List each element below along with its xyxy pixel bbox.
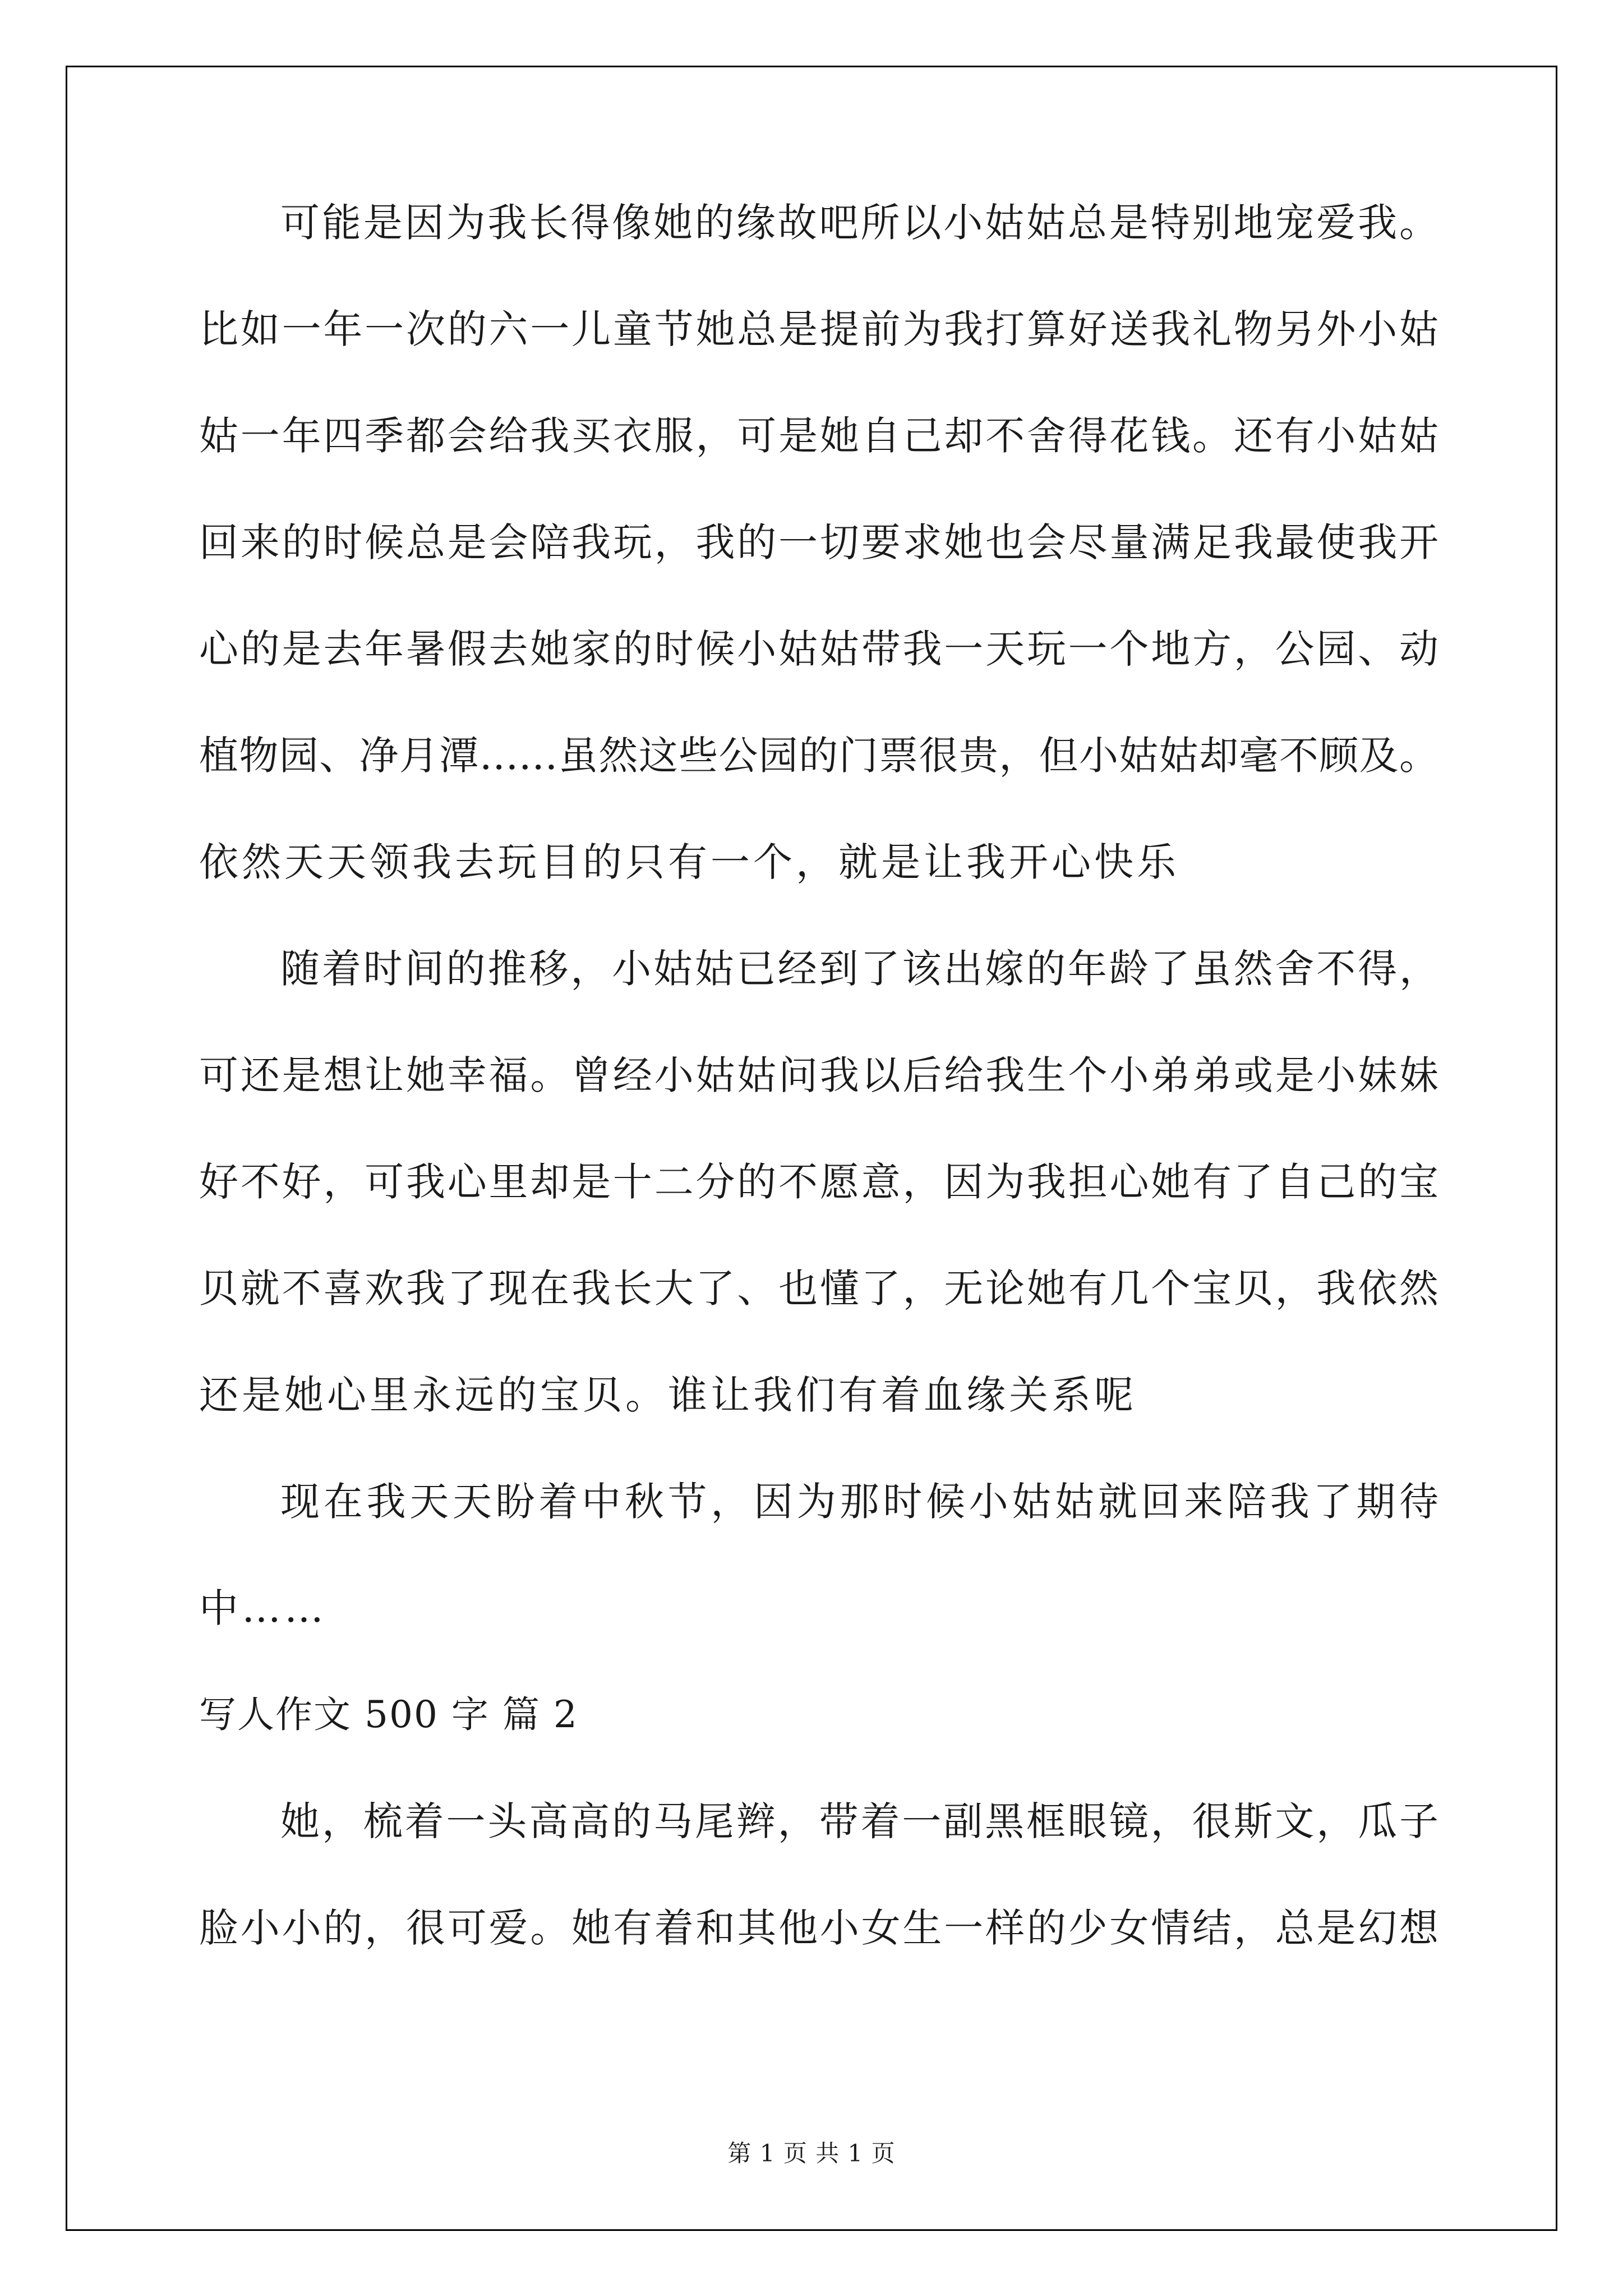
text-line: 植物园、净月潭……虽然这些公园的门票很贵，但小姑姑却毫不顾及。 [199,733,1438,779]
text-line: 好不好，可我心里却是十二分的不愿意，因为我担心她有了自己的宝 [199,1159,1438,1205]
text-line: 现在我天天盼着中秋节，因为那时候小姑姑就回来陪我了期待 [280,1479,1438,1525]
text-line: 可能是因为我长得像她的缘故吧所以小姑姑总是特别地宠爱我。 [280,200,1438,246]
text-line: 心的是去年暑假去她家的时候小姑姑带我一天玩一个地方，公园、动 [199,626,1438,672]
text-line: 中…… [199,1585,327,1631]
text-line: 贝就不喜欢我了现在我长大了、也懂了，无论她有几个宝贝，我依然 [199,1266,1438,1312]
text-line: 比如一年一次的六一儿童节她总是提前为我打算好送我礼物另外小姑 [199,306,1438,352]
text-line: 还是她心里永远的宝贝。谁让我们有着血缘关系呢 [199,1372,1137,1418]
text-line: 回来的时候总是会陪我玩，我的一切要求她也会尽量满足我最使我开 [199,519,1438,565]
document-body [199,197,1438,2009]
section-heading: 写人作文 500 字 篇 2 [199,1693,578,1736]
page-footer: 第 1 页 共 1 页 [727,2139,896,2167]
text-line: 可还是想让她幸福。曾经小姑姑问我以后给我生个小弟弟或是小妹妹 [199,1052,1438,1098]
text-line: 她，梳着一头高高的马尾辫，带着一副黑框眼镜，很斯文，瓜子 [280,1798,1438,1844]
text-line: 依然天天领我去玩目的只有一个，就是让我开心快乐 [199,839,1179,885]
text-line: 脸小小的，很可爱。她有着和其他小女生一样的少女情结，总是幻想 [199,1905,1438,1951]
text-line: 姑一年四季都会给我买衣服，可是她自己却不舍得花钱。还有小姑姑 [199,413,1438,459]
text-line: 随着时间的推移，小姑姑已经到了该出嫁的年龄了虽然舍不得， [280,946,1438,992]
